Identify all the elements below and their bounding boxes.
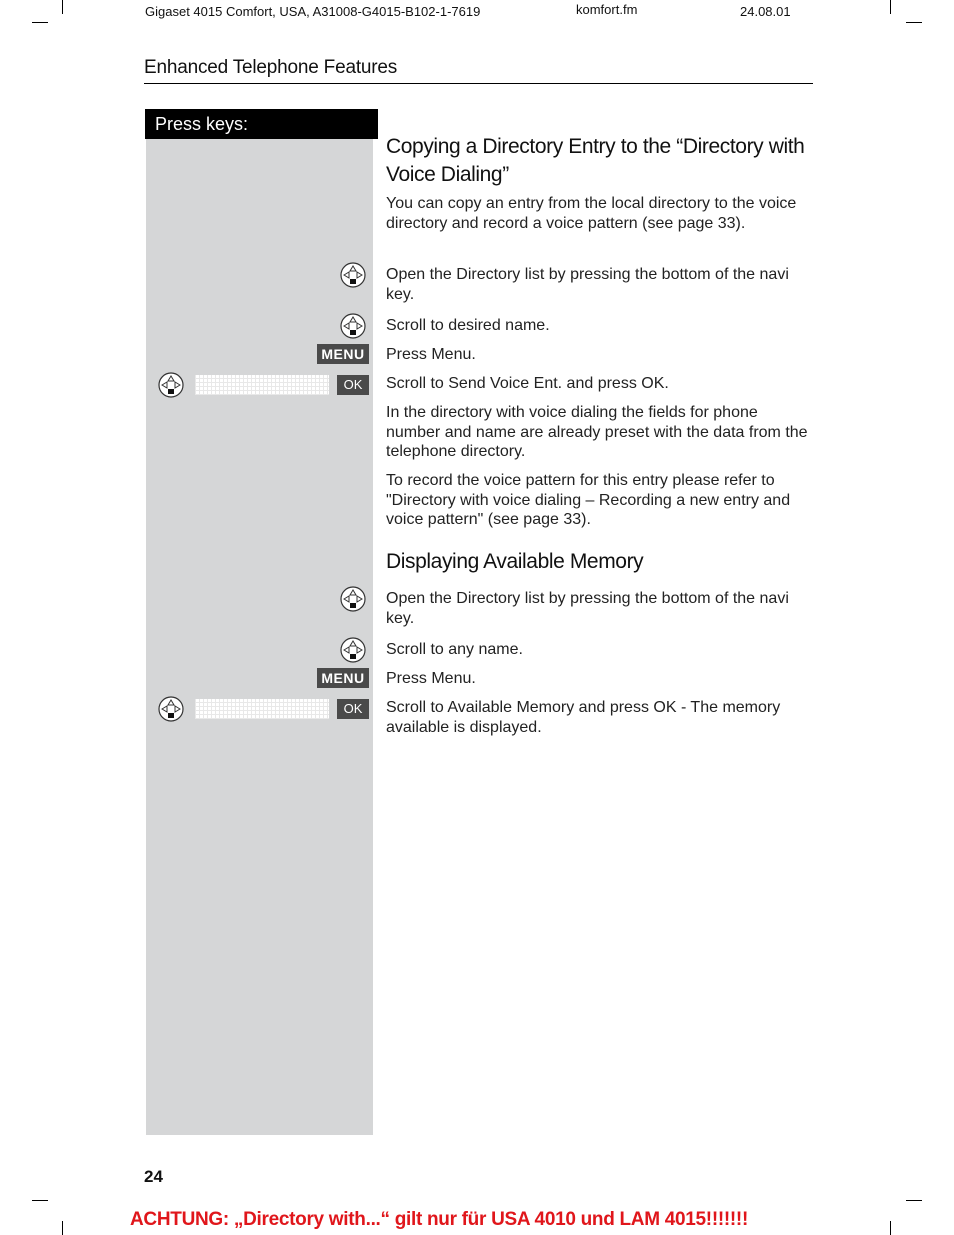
header-doc-id: Gigaset 4015 Comfort, USA, A31008-G4015-B102-1-7619 bbox=[145, 4, 481, 19]
header-date: 24.08.01 bbox=[740, 4, 791, 19]
step-send-voice-entry: Scroll to Send Voice Ent. and press OK. bbox=[386, 375, 669, 392]
step-press-menu: Press Menu. bbox=[386, 346, 476, 363]
step-scroll-any-name: Scroll to any name. bbox=[386, 641, 523, 658]
crop-mark bbox=[32, 1200, 48, 1201]
ok-key: OK bbox=[337, 375, 369, 395]
crop-mark bbox=[890, 0, 891, 14]
navi-key-icon bbox=[340, 313, 366, 339]
navi-key-icon bbox=[158, 372, 184, 398]
step-press-menu-2: Press Menu. bbox=[386, 670, 476, 687]
step-available-memory: Scroll to Available Memory and press OK - The memory available is displayed. bbox=[386, 699, 781, 736]
ok-key: OK bbox=[337, 699, 369, 719]
menu-key: MENU bbox=[317, 344, 369, 364]
section-title: Enhanced Telephone Features bbox=[144, 57, 398, 78]
display-field bbox=[195, 375, 329, 395]
page-number: 24 bbox=[144, 1167, 163, 1186]
step-open-directory: Open the Directory list by pressing the bottom of the navi key. bbox=[386, 266, 789, 303]
step-open-directory-2: Open the Directory list by pressing the bottom of the navi key. bbox=[386, 590, 789, 627]
note-record-voice: To record the voice pattern for this entry please refer to "Directory with voice dialing – Recording a new entry and voice pattern" (see page 33). bbox=[386, 472, 791, 528]
crop-mark bbox=[32, 22, 48, 23]
navi-key-icon bbox=[340, 586, 366, 612]
header-rule bbox=[144, 83, 813, 84]
warning-note: ACHTUNG: „Directory with...“ gilt nur für USA 4010 und LAM 4015!!!!!!! bbox=[130, 1209, 748, 1230]
header-filename: komfort.fm bbox=[576, 2, 638, 17]
display-field bbox=[195, 699, 329, 719]
heading-copy-entry: Copying a Directory Entry to the “Directory with Voice Dialing” bbox=[386, 135, 805, 186]
navi-key-icon bbox=[340, 637, 366, 663]
step-scroll-name: Scroll to desired name. bbox=[386, 317, 550, 334]
note-preset-fields: In the directory with voice dialing the fields for phone number and name are already preset with the data from the telephone directory. bbox=[386, 404, 808, 460]
crop-mark bbox=[62, 1221, 63, 1235]
menu-key: MENU bbox=[317, 668, 369, 688]
crop-mark bbox=[62, 0, 63, 14]
navi-key-icon bbox=[340, 262, 366, 288]
crop-mark bbox=[906, 1200, 922, 1201]
keys-heading: Press keys: bbox=[145, 109, 378, 139]
navi-key-icon bbox=[158, 696, 184, 722]
crop-mark bbox=[890, 1221, 891, 1235]
heading-available-memory: Displaying Available Memory bbox=[386, 550, 644, 573]
intro-paragraph: You can copy an entry from the local directory to the voice directory and record a voice pattern (see page 33). bbox=[386, 195, 797, 232]
crop-mark bbox=[906, 22, 922, 23]
keys-column bbox=[146, 139, 373, 1135]
